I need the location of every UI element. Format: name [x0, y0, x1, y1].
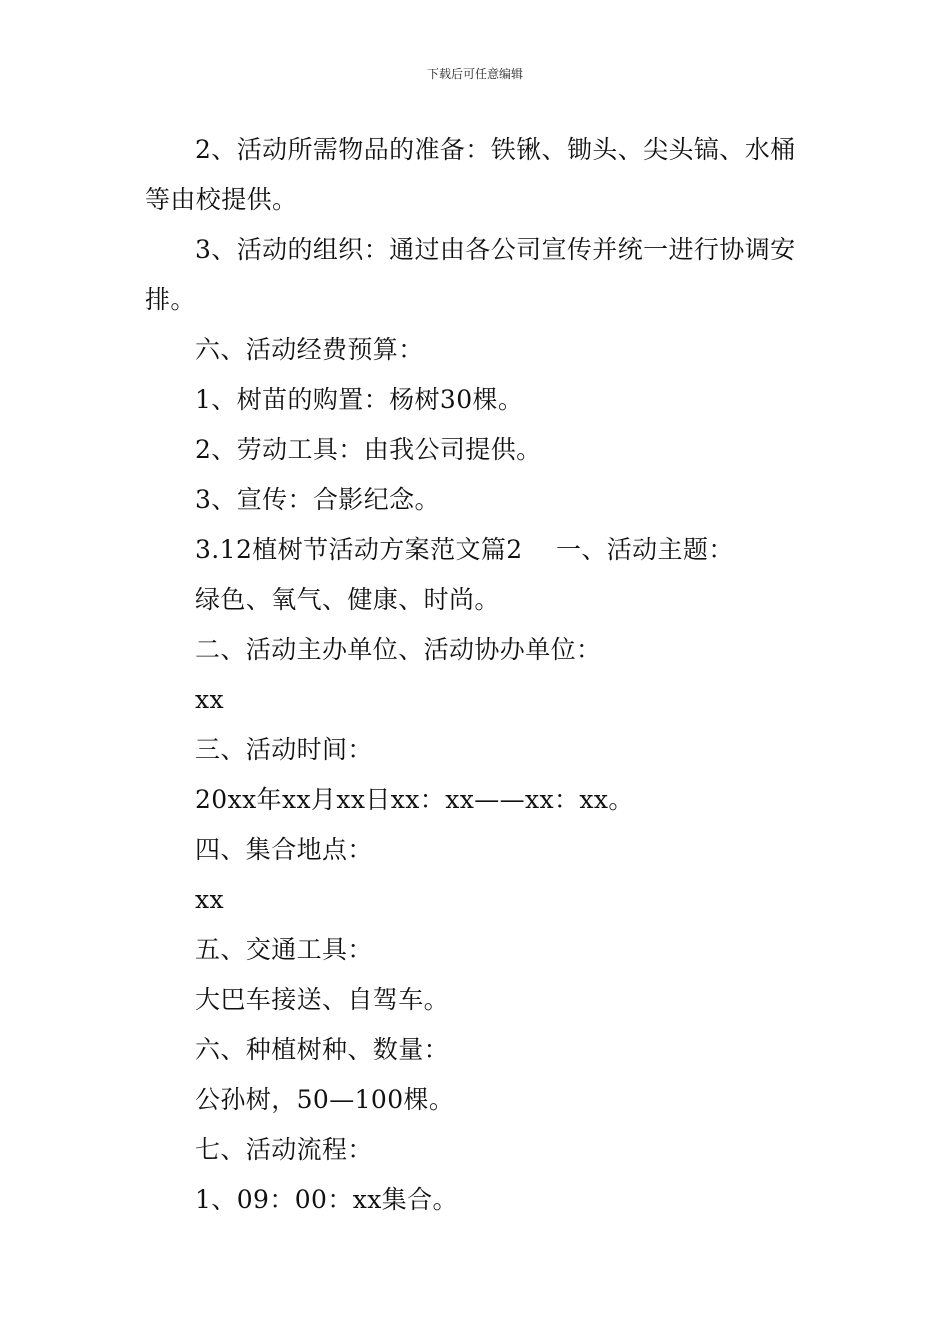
section-heading-tree-species: 六、种植树种、数量：: [195, 1035, 450, 1064]
paragraph-article-2-title: 3.12植树节活动方案范文篇2 一、活动主题：: [195, 535, 734, 564]
paragraph-process-step-1: 1、09：00：xx集合。: [195, 1185, 458, 1214]
paragraph-organizers-value: xx: [195, 685, 224, 714]
paragraph-tree-species-value: 公孙树，50—100棵。: [195, 1085, 455, 1114]
section-heading-time: 三、活动时间：: [195, 735, 373, 764]
section-heading-location: 四、集合地点：: [195, 835, 373, 864]
section-heading-transport: 五、交通工具：: [195, 935, 373, 964]
paragraph-organization: 3、活动的组织：通过由各公司宣传并统一进行协调安排。: [145, 235, 796, 314]
paragraph-tools: 2、活动所需物品的准备：铁锹、锄头、尖头镐、水桶等由校提供。: [145, 135, 796, 214]
document-body: [145, 125, 805, 1225]
section-heading-budget: 六、活动经费预算：: [195, 335, 424, 364]
paragraph-labor-tools: 2、劳动工具：由我公司提供。: [195, 435, 542, 464]
paragraph-theme: 绿色、氧气、健康、时尚。: [195, 585, 500, 614]
section-heading-organizers: 二、活动主办单位、活动协办单位：: [195, 635, 602, 664]
paragraph-publicity: 3、宣传：合影纪念。: [195, 485, 440, 514]
paragraph-transport-value: 大巴车接送、自驾车。: [195, 985, 450, 1014]
paragraph-saplings: 1、树苗的购置：杨树30棵。: [195, 385, 524, 414]
paragraph-time-value: 20xx年xx月xx日xx：xx——xx：xx。: [195, 785, 634, 814]
section-heading-process: 七、活动流程：: [195, 1135, 373, 1164]
page-header: 下载后可任意编辑: [426, 67, 523, 81]
paragraph-location-value: xx: [195, 885, 224, 914]
